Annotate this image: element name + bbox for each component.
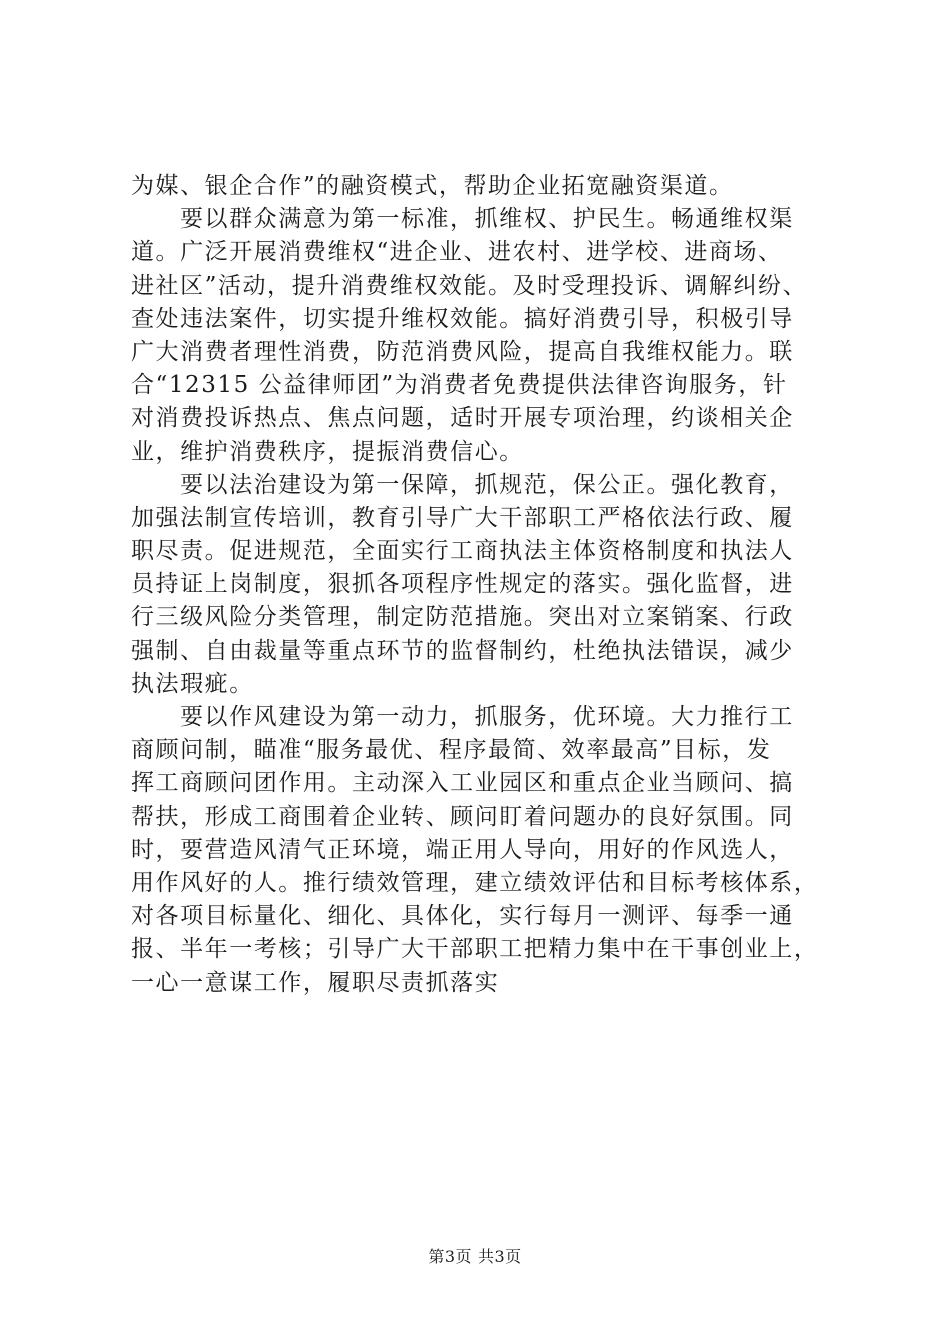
text-line: 为媒、银企合作”的融资模式，帮助企业拓宽融资渠道。 — [131, 173, 734, 199]
document-body — [131, 170, 851, 1000]
text-line: 进社区”活动，提升消费维权效能。及时受理投诉、调解纠纷、 — [131, 272, 808, 299]
text-line: 查处违法案件，切实提升维权效能。搞好消费引导，积极引导 — [131, 305, 794, 332]
text-line: 报、半年一考核；引导广大干部职工把精力集中在干事创业上， — [131, 936, 819, 963]
text-line: 强制、自由裁量等重点环节的监督制约，杜绝执法错误，减少 — [131, 637, 794, 664]
page-footer — [0, 1245, 950, 1269]
text-line: 要以法治建设为第一保障，抓规范，保公正。强化教育， — [180, 471, 794, 498]
text-line: 行三级风险分类管理，制定防范措施。突出对立案销案、行政 — [131, 604, 794, 631]
text-line: 挥工商顾问团作用。主动深入工业园区和重点企业当顾问、搞 — [131, 770, 794, 797]
text-line: 商顾问制，瞄准“服务最优、程序最简、效率最高”目标，发 — [131, 737, 772, 764]
text-line: 帮扶，形成工商围着企业转、顾问盯着问题办的良好氛围。同 — [131, 803, 794, 830]
text-line: 员持证上岗制度，狠抓各项程序性规定的落实。强化监督，进 — [131, 571, 794, 598]
text-line: 职尽责。促进规范，全面实行工商执法主体资格制度和执法人 — [131, 538, 794, 565]
text-line: 道。广泛开展消费维权“进企业、进农村、进学校、进商场、 — [131, 239, 783, 266]
text-line: 一心一意谋工作，履职尽责抓落实 — [131, 969, 500, 996]
text-line: 加强法制宣传培训，教育引导广大干部职工严格依法行政、履 — [131, 504, 794, 531]
text-line: 合“12315 公益律师团”为消费者免费提供法律咨询服务，针 — [131, 372, 788, 399]
page-number: 第3页 — [428, 1247, 472, 1266]
text-line: 对消费投诉热点、焦点问题，适时开展专项治理，约谈相关企 — [131, 405, 794, 432]
text-line: 执法瑕疵。 — [131, 670, 254, 697]
text-line: 广大消费者理性消费，防范消费风险，提高自我维权能力。联 — [131, 338, 794, 365]
text-line: 对各项目标量化、细化、具体化，实行每月一测评、每季一通 — [131, 903, 794, 930]
page-total: 共3页 — [478, 1247, 522, 1266]
text-line: 时，要营造风清气正环境，端正用人导向，用好的作风选人， — [131, 836, 794, 863]
text-line: 业，维护消费秩序，提振消费信心。 — [131, 438, 524, 465]
text-line: 要以作风建设为第一动力，抓服务，优环境。大力推行工 — [180, 704, 794, 730]
text-line: 用作风好的人。推行绩效管理，建立绩效评估和目标考核体系， — [131, 869, 819, 896]
text-line: 要以群众满意为第一标准，抓维权、护民生。畅通维权渠 — [180, 206, 794, 233]
